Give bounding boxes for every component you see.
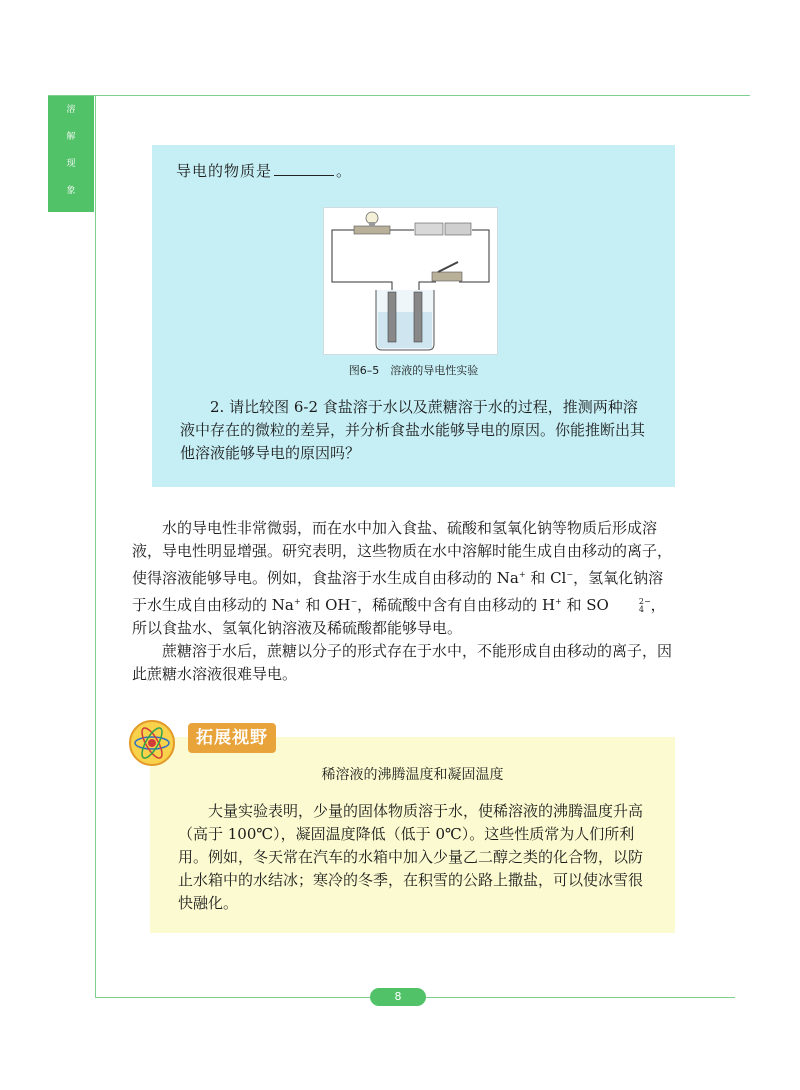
side-tab-char: 解 xyxy=(66,132,76,142)
text-run: 和 Cl xyxy=(525,569,567,587)
circuit-illustration xyxy=(324,208,497,354)
conductivity-experiment-figure xyxy=(323,207,498,355)
paragraph-2: 蔗糖溶于水后，蔗糖以分子的形式存在于水中，不能形成自由移动的离子，因此蔗糖水溶液很难导电。 xyxy=(132,642,673,683)
frame-top-line xyxy=(48,95,750,96)
answer-blank[interactable] xyxy=(274,163,334,176)
text-run: ，所以食盐水、氢氧化钠溶液及稀硫酸都能够导电。 xyxy=(132,596,666,637)
superscript: − xyxy=(566,570,574,579)
superscript: − xyxy=(350,597,358,606)
superscript: + xyxy=(518,570,526,579)
extension-text: 大量实验表明，少量的固体物质溶于水，使稀溶液的沸腾温度升高（高于 100℃），凝固温度降低（低于 0℃）。这些性质常为人们所利用。例如，冬天常在汽车的水箱中加入少量乙二醇之类的化合物，以防止水箱中的水结冰；寒冷的冬季，在积雪的公路上撒盐，可以使冰雪很快融化。 xyxy=(178,802,644,912)
figure-caption: 图6–5 溶液的导电性实验 xyxy=(348,364,479,377)
page-number: 8 xyxy=(370,988,426,1006)
side-tab-char: 象 xyxy=(66,186,76,196)
question-1-prefix: 导电的物质是 xyxy=(176,162,273,180)
text-run: ，稀硫酸中含有自由移动的 H xyxy=(357,596,556,614)
side-tab-char: 现 xyxy=(66,159,76,169)
chapter-side-tab xyxy=(48,96,94,212)
text-run: 和 OH xyxy=(300,596,351,614)
text-run: ，氢氧化钠溶于水生成自由移动的 Na xyxy=(132,569,664,614)
text-run: 水的导电性非常微弱，而在水中加入食盐、硫酸和氢氧化钠等物质后形成溶液，导电性明显增强。研究表明，这些物质在水中溶解时能生成自由移动的离子，使得溶液能够导电。例如，食盐溶于水生成自由移动的 Na xyxy=(132,519,673,587)
superscript: + xyxy=(555,597,562,606)
question-1 xyxy=(176,160,352,181)
question-1-suffix: 。 xyxy=(336,162,353,180)
extension-title: 稀溶液的沸腾温度和凝固温度 xyxy=(321,767,504,783)
superscript: 2− xyxy=(638,597,651,606)
sulfate-charge xyxy=(609,598,651,614)
main-text xyxy=(132,517,672,686)
superscript: + xyxy=(293,597,301,606)
paragraph-1 xyxy=(132,517,672,640)
question-2: 2. 请比较图 6-2 食盐溶于水以及蔗糖溶于水的过程，推测两种溶液中存在的微粒的差异，并分析食盐水能够导电的原因。你能推断出其他溶液能够导电的原因吗？ xyxy=(180,398,646,462)
frame-left-line xyxy=(95,95,96,997)
extension-badge-label: 拓展视野 xyxy=(188,723,276,753)
side-tab-char: 溶 xyxy=(66,105,76,115)
text-run: 和 SO xyxy=(561,596,609,614)
subscript: 4 xyxy=(638,605,644,614)
